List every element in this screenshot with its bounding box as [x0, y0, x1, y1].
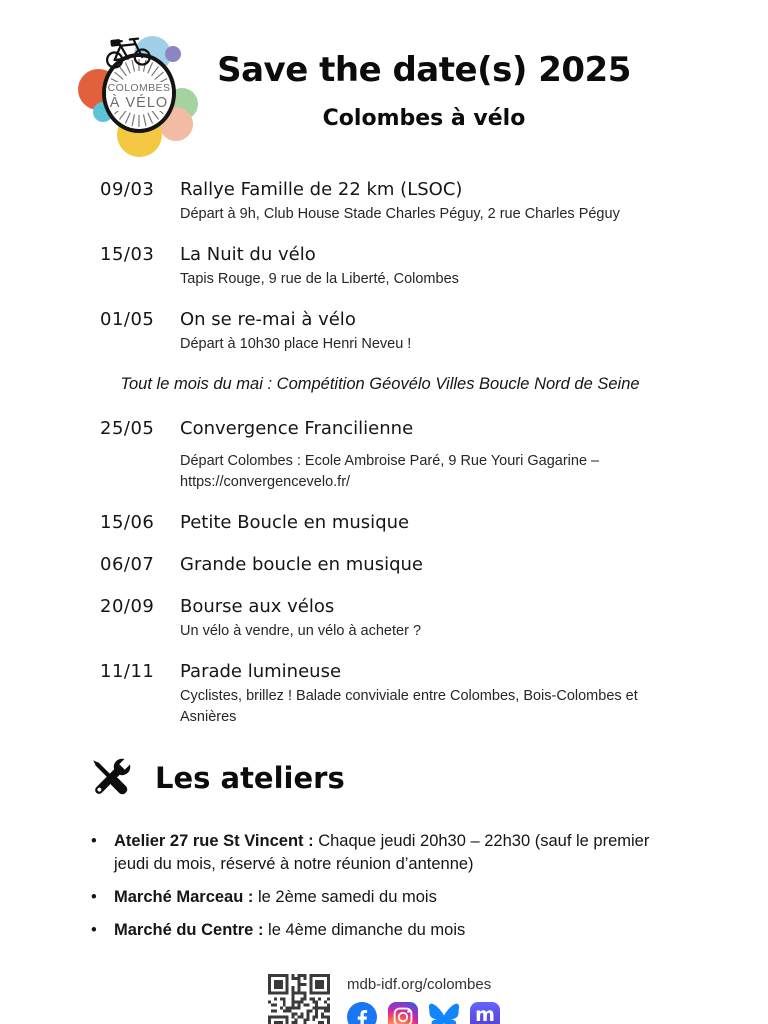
bicycle-icon: [102, 31, 154, 72]
bullet-dot: •: [91, 921, 97, 939]
workshop-label: Marché du Centre :: [114, 921, 264, 939]
event-row: [100, 243, 660, 290]
mastodon-icon: m: [470, 1002, 500, 1024]
event-date: 15/03: [100, 244, 155, 265]
bluesky-icon: [429, 1002, 459, 1024]
event-title: Rallye Famille de 22 km (LSOC): [180, 179, 463, 200]
event-title: Bourse aux vélos: [180, 596, 335, 617]
event-detail: Un vélo à vendre, un vélo à acheter ?: [180, 623, 422, 639]
event-date: 01/05: [100, 309, 155, 330]
may-note: Tout le mois du mai : Compétition Géovélo Villes Boucle Nord de Seine: [120, 375, 640, 393]
workshop-item: [85, 830, 671, 876]
flyer-header: [0, 0, 768, 158]
event-body: [180, 178, 660, 225]
qr-code: [268, 974, 330, 1024]
event-detail: Tapis Rouge, 9 rue de la Liberté, Colombes: [180, 271, 459, 287]
event-date: 20/09: [100, 596, 155, 617]
instagram-icon: [388, 1002, 418, 1024]
workshops-heading: Les ateliers: [155, 761, 345, 795]
workshop-text: [114, 919, 465, 942]
event-date: 09/03: [100, 179, 155, 200]
workshops-list: [85, 830, 683, 942]
event-title: Petite Boucle en musique: [180, 512, 410, 533]
event-row: [100, 511, 660, 535]
event-body: [180, 243, 660, 290]
logo-text-line1: COLOMBES: [107, 82, 171, 94]
event-title: On se re-mai à vélo: [180, 309, 356, 330]
workshop-item: [85, 919, 671, 942]
bullet-dot: •: [91, 832, 97, 850]
footer-links: [347, 974, 500, 1024]
event-body: [180, 511, 660, 535]
event-body: [180, 595, 660, 642]
event-title: Grande boucle en musique: [180, 554, 423, 575]
footer: [0, 974, 768, 1024]
workshop-text: [114, 886, 437, 909]
event-detail: Cyclistes, brillez ! Balade conviviale entre Colombes, Bois-Colombes et Asnières: [180, 688, 638, 725]
workshops-header: [85, 752, 683, 804]
workshop-desc: le 4ème dimanche du mois: [268, 921, 466, 939]
page-subtitle: Colombes à vélo: [322, 106, 526, 131]
event-date: 06/07: [100, 554, 155, 575]
event-detail: Départ Colombes : Ecole Ambroise Paré, 9 Rue Youri Gagarine –: [180, 453, 600, 469]
event-date: 11/11: [100, 661, 155, 682]
website-url: mdb-idf.org/colombes: [347, 976, 492, 993]
workshop-label: Marché Marceau :: [114, 888, 254, 906]
event-date: 15/06: [100, 512, 155, 533]
page-title: Save the date(s) 2025: [217, 50, 631, 90]
event-title: Convergence Francilienne: [180, 418, 414, 439]
workshop-text: [114, 830, 671, 876]
event-detail: https://convergencevelo.fr/: [180, 474, 351, 490]
bullet-dot: •: [91, 888, 97, 906]
logo-text-line2: À VÉLO: [106, 95, 172, 111]
event-body: [180, 417, 660, 493]
event-title: Parade lumineuse: [180, 661, 342, 682]
workshop-label: Atelier 27 rue St Vincent :: [114, 832, 314, 850]
workshop-item: [85, 886, 671, 909]
event-date: 25/05: [100, 418, 155, 439]
event-row: [100, 595, 660, 642]
event-row: [100, 417, 660, 493]
event-body: [180, 308, 660, 355]
event-detail: Départ à 9h, Club House Stade Charles Péguy, 2 rue Charles Péguy: [180, 206, 620, 222]
event-detail: Départ à 10h30 place Henri Neveu !: [180, 336, 412, 352]
workshop-desc: Chaque jeudi 20h30 – 22h30 (sauf le premier jeudi du mois, réservé à notre réunion d’antenne): [114, 832, 650, 873]
facebook-icon: [347, 1002, 377, 1024]
workshop-desc: le 2ème samedi du mois: [257, 888, 437, 906]
event-row: [100, 178, 660, 225]
events-schedule: [100, 158, 660, 728]
event-row: [100, 308, 660, 355]
event-row: [100, 553, 660, 577]
social-icons-row: [347, 1002, 500, 1024]
event-title: La Nuit du vélo: [180, 244, 316, 265]
tools-icon: [85, 752, 137, 804]
workshops-section: [85, 752, 683, 942]
event-row: [100, 660, 660, 728]
bike-basket: [110, 39, 120, 47]
event-body: [180, 660, 660, 728]
event-body: [180, 553, 660, 577]
